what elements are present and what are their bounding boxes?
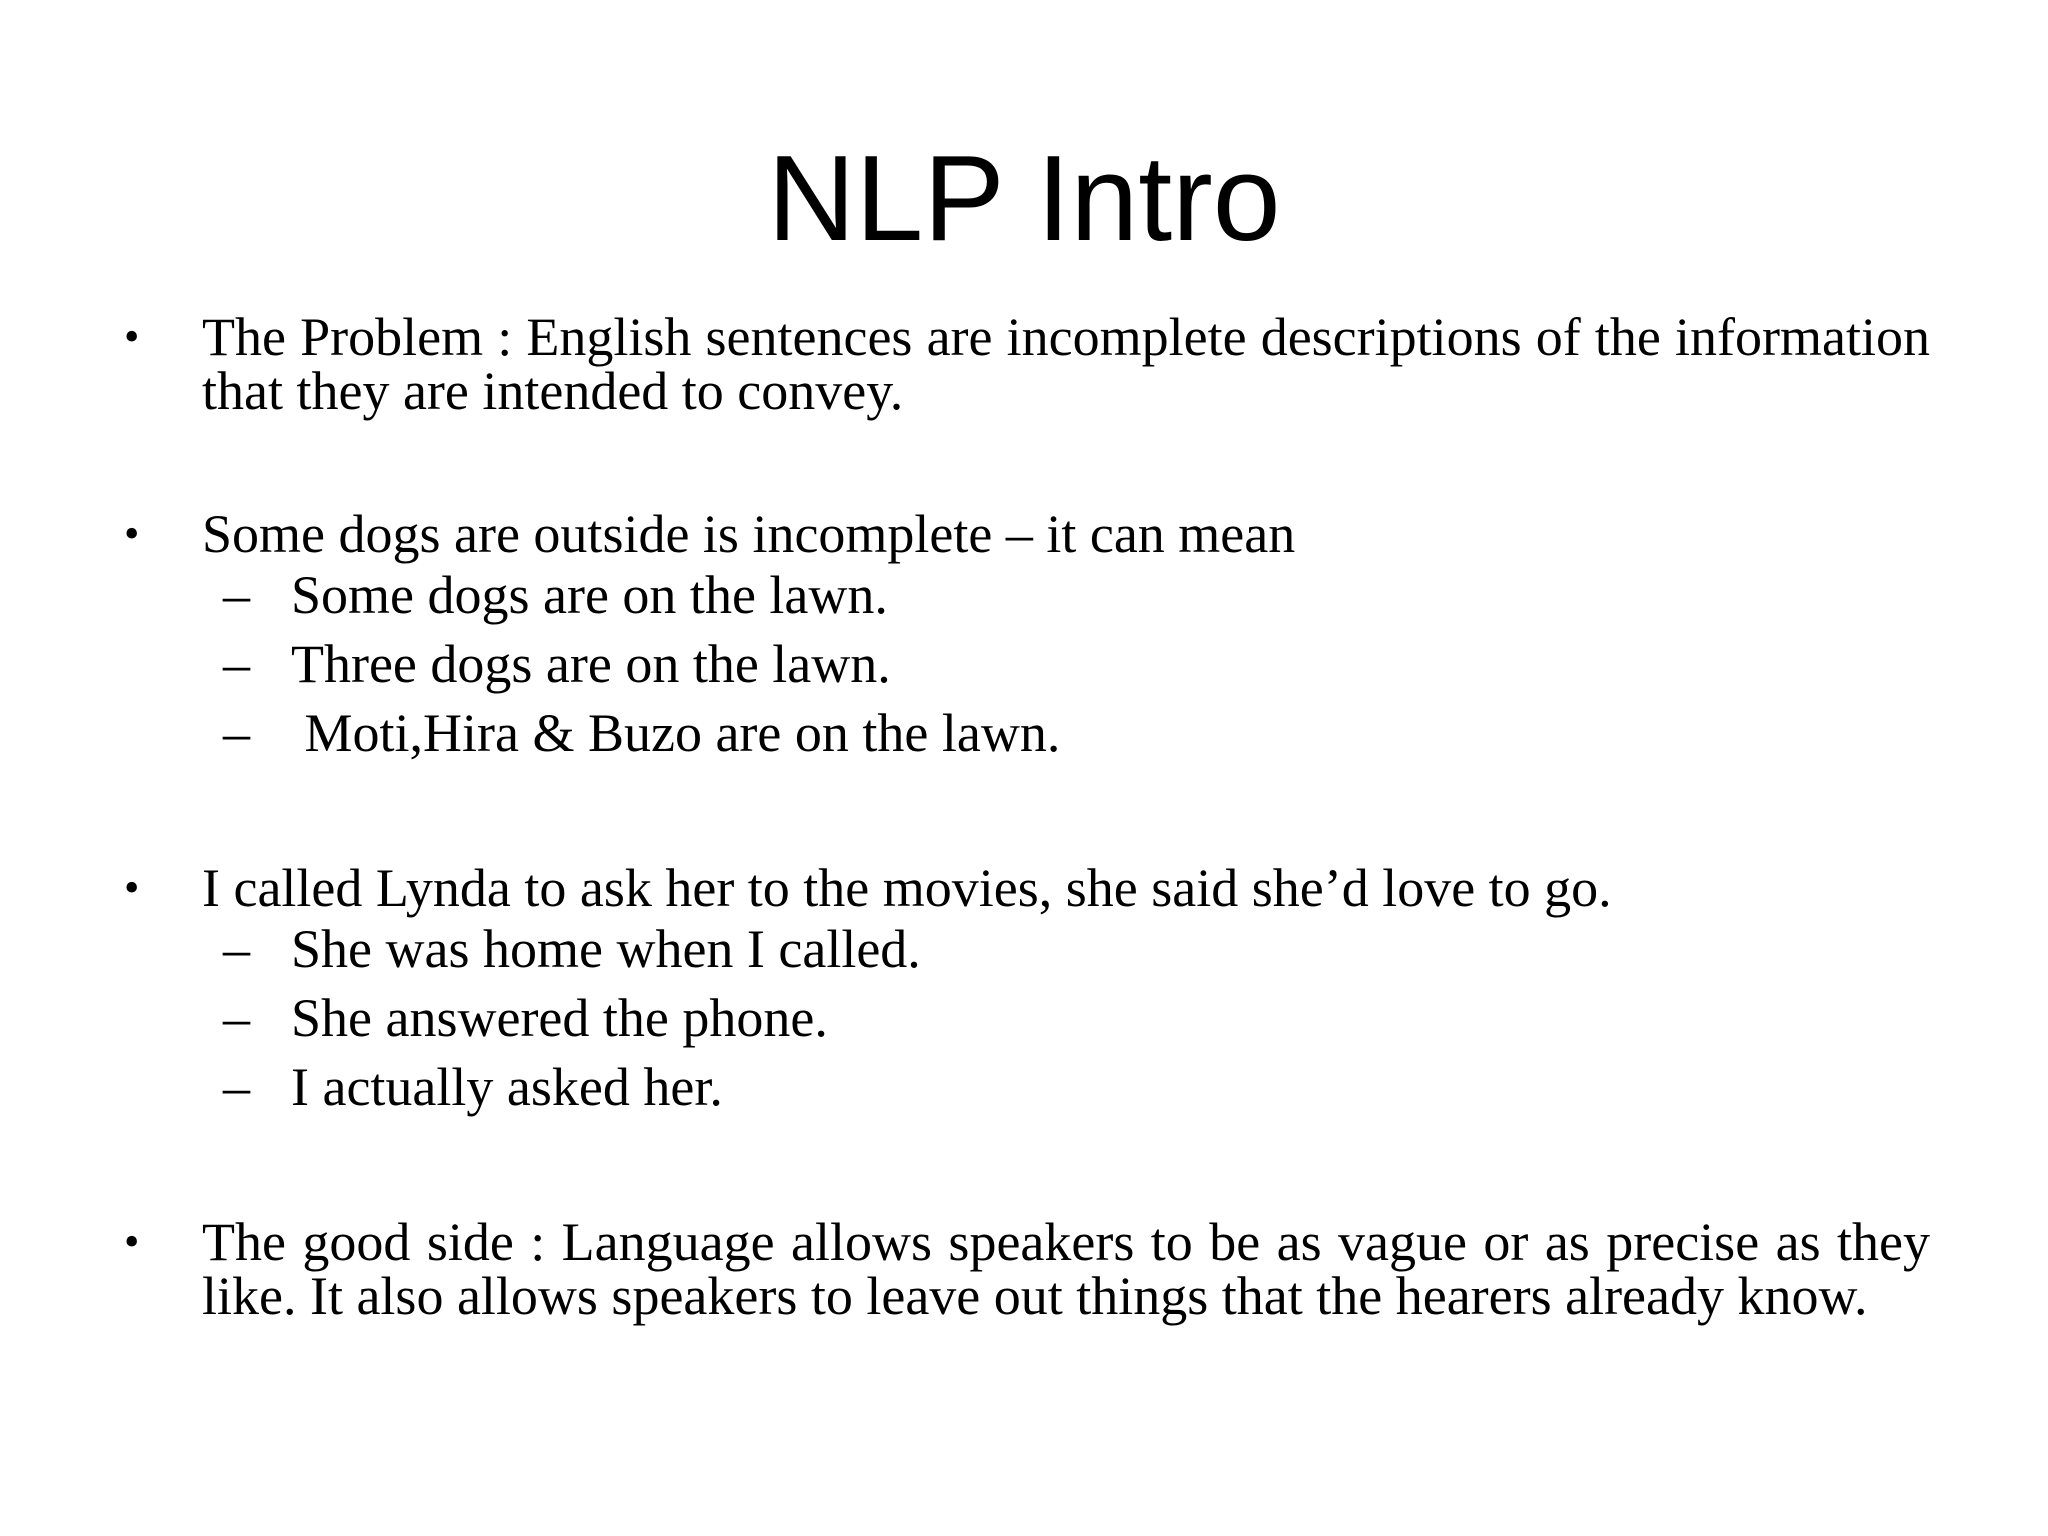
bullet-item bbox=[118, 307, 1930, 421]
bullet-text: Some dogs are outside is incomplete – it can mean bbox=[202, 504, 1296, 564]
dash-icon: – bbox=[223, 703, 250, 763]
sub-bullet-text: Moti,Hira & Buzo are on the lawn. bbox=[291, 703, 1061, 763]
bullet-text: The good side : Language allows speakers to be as vague or as precise as they like. It also allows speakers to leave out things that the hearers already know. bbox=[202, 1212, 1930, 1326]
slide-title: NLP Intro bbox=[767, 130, 1281, 266]
bullet-text: The Problem : English sentences are incomplete descriptions of the information that they are intended to convey. bbox=[202, 307, 1930, 421]
sub-bullet-item bbox=[118, 1053, 1930, 1122]
sub-bullet-item bbox=[118, 561, 1930, 630]
bullet-item bbox=[118, 504, 1930, 564]
slide-body bbox=[118, 307, 1930, 1326]
dash-icon: – bbox=[223, 988, 250, 1048]
sub-bullet-item bbox=[118, 699, 1930, 768]
dash-icon: – bbox=[223, 634, 250, 694]
dash-icon: – bbox=[223, 565, 250, 625]
dash-icon: – bbox=[223, 919, 250, 979]
sub-bullet-item bbox=[118, 984, 1930, 1053]
sub-bullet-item bbox=[118, 915, 1930, 984]
bullet-icon: • bbox=[124, 863, 140, 912]
dash-icon: – bbox=[223, 1057, 250, 1117]
bullet-item bbox=[118, 858, 1930, 918]
bullet-icon: • bbox=[124, 312, 140, 361]
sub-bullet-text: I actually asked her. bbox=[291, 1057, 723, 1117]
sub-bullet-text: Some dogs are on the lawn. bbox=[291, 565, 888, 625]
bullet-icon: • bbox=[124, 1217, 140, 1266]
sub-bullet-item bbox=[118, 630, 1930, 699]
bullet-item bbox=[118, 1212, 1930, 1326]
sub-bullet-text: She answered the phone. bbox=[291, 988, 828, 1048]
sub-bullet-text: Three dogs are on the lawn. bbox=[291, 634, 891, 694]
bullet-text: I called Lynda to ask her to the movies, she said she’d love to go. bbox=[202, 858, 1612, 918]
bullet-icon: • bbox=[124, 509, 140, 558]
sub-bullet-text: She was home when I called. bbox=[291, 919, 921, 979]
